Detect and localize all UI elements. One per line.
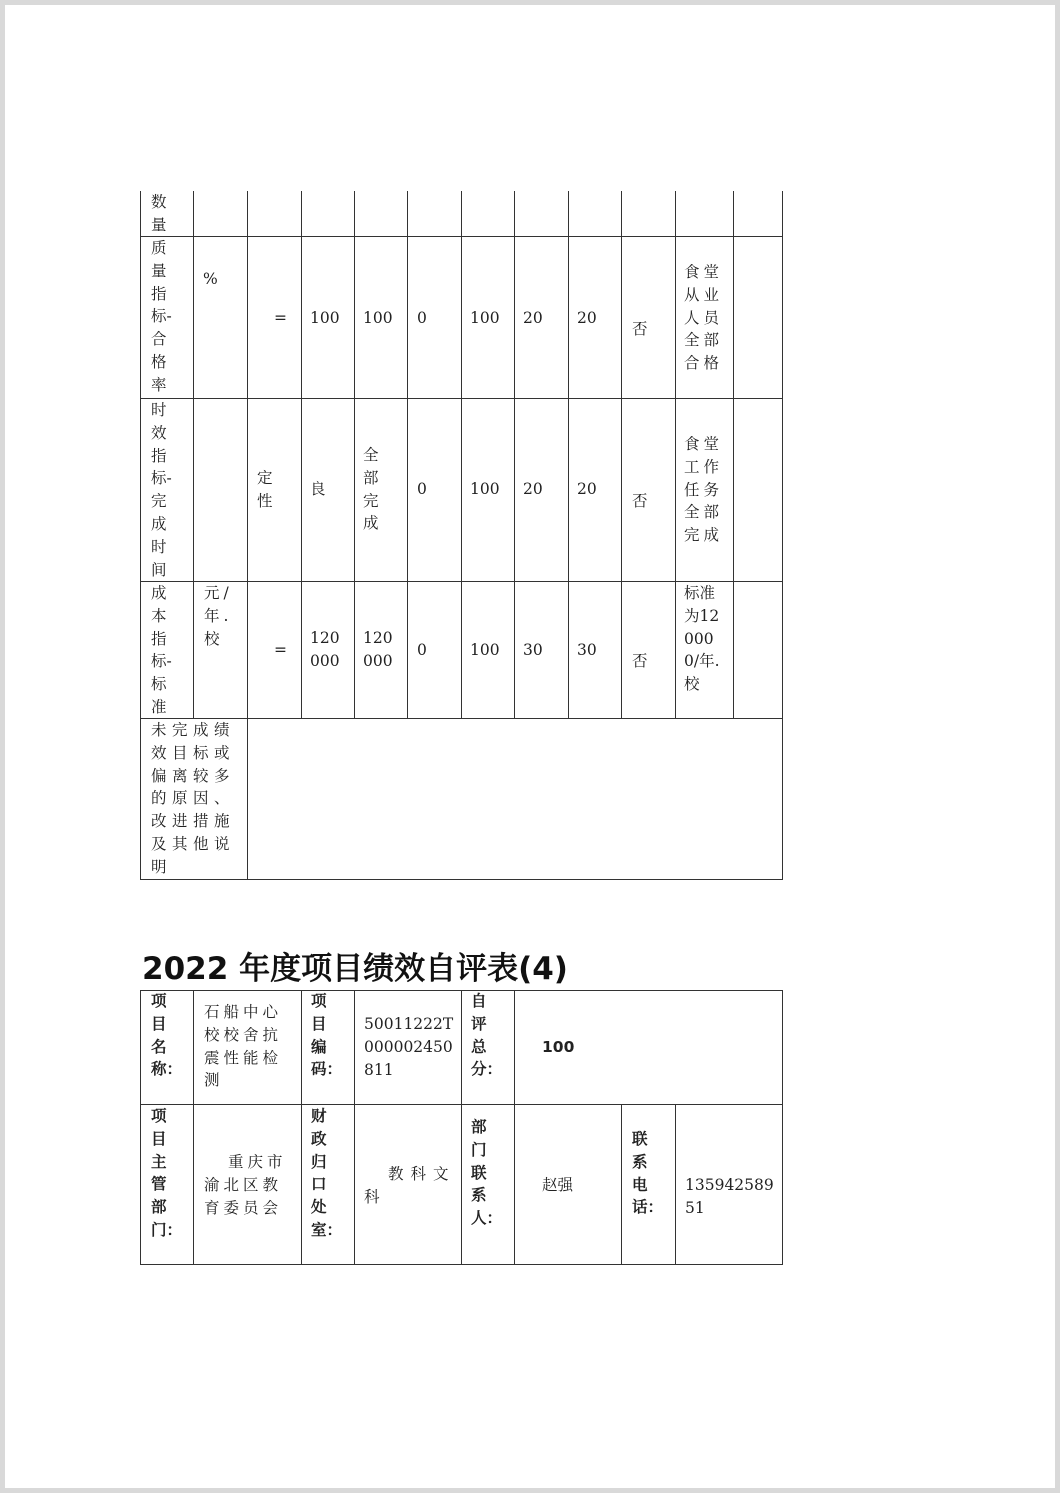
row-cost-weight: 30 [523, 641, 543, 659]
row-time-score: 20 [577, 480, 597, 498]
row-cost-op: = [274, 641, 287, 659]
row-time-label: 时效指标-完成时间 [151, 401, 172, 579]
row-time-flag: 否 [632, 492, 648, 510]
document-page [5, 5, 1055, 1488]
row-time-remark: 食堂工作任务全部完成 [684, 435, 724, 545]
row-quality-op: = [274, 309, 287, 327]
phone-number: 13594258951 [685, 1176, 774, 1217]
row-time-target: 良 [310, 480, 326, 498]
row-quantity-label: 数量 [151, 193, 167, 234]
self-score: 100 [542, 1038, 575, 1056]
row-quality-target: 100 [310, 309, 340, 327]
row-cost-rate: 100 [470, 641, 500, 659]
dept-name: 重庆市渝北区教育委员会 [204, 1153, 287, 1217]
row-cost-label: 成本指标-标准 [151, 584, 172, 716]
row-time-actual: 全部完成 [363, 446, 379, 533]
row-quality-remark: 食堂从业人员全部合格 [684, 263, 724, 373]
dept-label: 项目主管部门： [151, 1107, 183, 1239]
row-quality-unit: % [203, 270, 218, 288]
row-cost-remark: 标准为120000/年.校 [684, 584, 720, 694]
row-quality-label: 质量指标-合格率 [151, 239, 172, 394]
row-cost-deviation: 0 [417, 641, 427, 659]
contact-name: 赵强 [542, 1176, 574, 1194]
row-quality-deviation: 0 [417, 309, 427, 327]
finance-label: 财政归口处室： [311, 1107, 343, 1239]
project-code-label: 项目编码： [311, 992, 343, 1079]
row-quality-actual: 100 [363, 309, 393, 327]
row-time-op: 定性 [257, 469, 273, 510]
row-quality-rate: 100 [470, 309, 500, 327]
row-time-deviation: 0 [417, 480, 427, 498]
self-score-label: 自评总分： [471, 992, 503, 1079]
contact-label: 部门联系人： [471, 1118, 503, 1228]
project-code: 50011222T000002450811 [364, 1015, 454, 1079]
row-cost-actual: 120000 [363, 629, 393, 670]
phone-label: 联系电话： [632, 1130, 664, 1217]
row-cost-flag: 否 [632, 652, 648, 670]
row-reason-label: 未完成绩效目标或偏离较多的原因、改进措施及其他说明 [151, 721, 236, 876]
row-quality-score: 20 [577, 309, 597, 327]
finance-office: 教科文科 [364, 1165, 456, 1206]
row-cost-unit: 元/年.校 [204, 584, 233, 648]
row-cost-target: 120000 [310, 629, 340, 670]
section-title: 2022 年度项目绩效自评表(4) [142, 951, 568, 987]
row-time-weight: 20 [523, 480, 543, 498]
project-name: 石船中心校校舍抗震性能检测 [204, 1003, 283, 1090]
row-quality-weight: 20 [523, 309, 543, 327]
row-cost-score: 30 [577, 641, 597, 659]
row-quality-flag: 否 [632, 320, 648, 338]
project-name-label: 项目名称： [151, 992, 183, 1079]
row-time-rate: 100 [470, 480, 500, 498]
